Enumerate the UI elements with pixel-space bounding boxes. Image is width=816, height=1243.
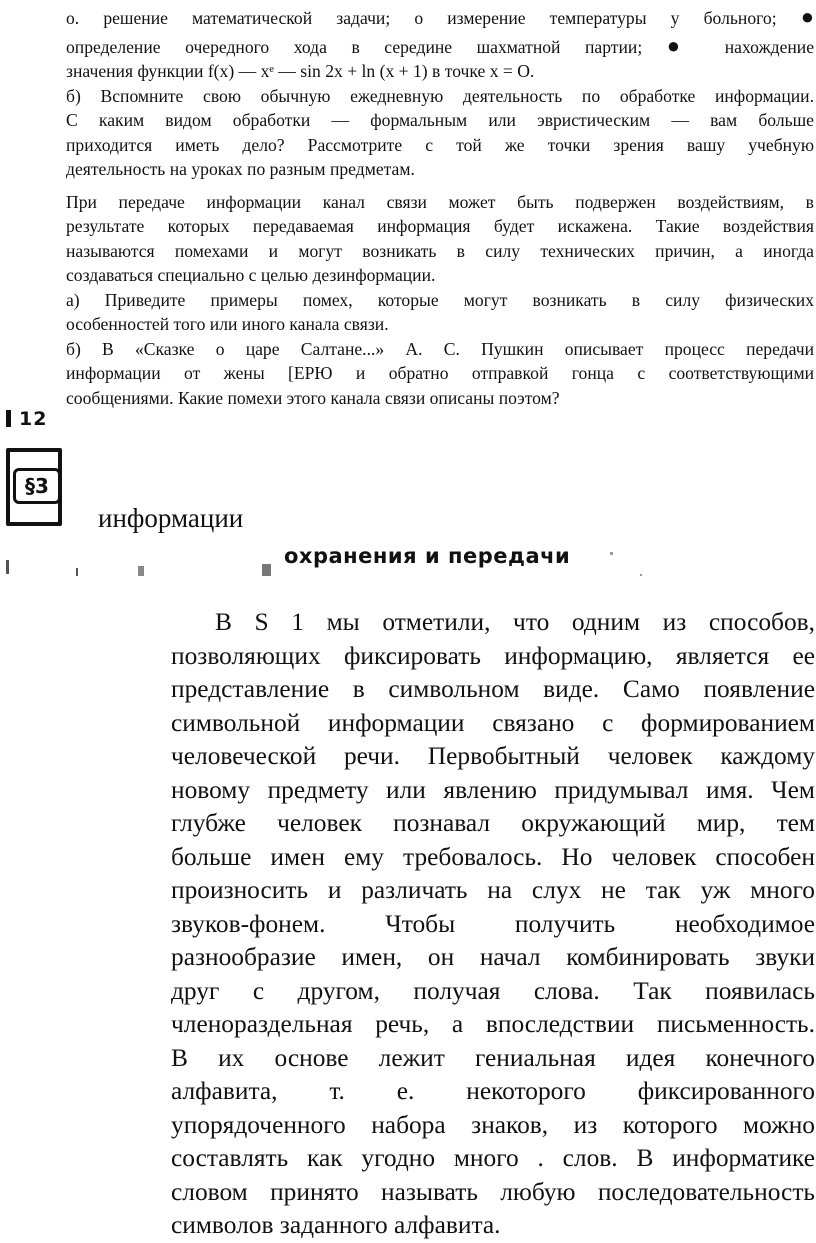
section-subtitle: охранения и передачи bbox=[284, 544, 571, 568]
text-line: информации от жены [ЕРЮ и обратно отправкой гонца с соответствующими bbox=[66, 363, 814, 383]
section-icon: §3 bbox=[13, 468, 61, 504]
text-line: б) Вспомните свою обычную ежедневную деятельность по обработке информации. bbox=[66, 85, 814, 106]
text-line: символов заданного алфавита. bbox=[171, 1211, 501, 1239]
text-line: новому предмету или явлению придумывал имя. Чем bbox=[171, 775, 815, 804]
text-line: составлять как угодно много . слов. В информатике bbox=[171, 1144, 815, 1172]
text-line: создаваться специально с целью дезинформации. bbox=[66, 265, 436, 285]
text-line: приходится иметь дело? Рассмотрите с той же точки зрения вашу учебную bbox=[66, 134, 814, 155]
bullet-icon: ● bbox=[666, 32, 701, 58]
text-line: разнообразие имен, он начал комбинировать звуки bbox=[171, 943, 815, 971]
scan-artifact bbox=[6, 560, 9, 574]
text-line: членораздельная речь, а впоследствии письменность. bbox=[171, 1010, 815, 1038]
scan-artifact bbox=[610, 552, 613, 555]
text-line: называются помехами и могут возникать в силу технических причин, а иногда bbox=[66, 240, 814, 261]
text-line: В их основе лежит гениальная идея конечного bbox=[171, 1043, 815, 1072]
text-line: б) В «Сказке о царе Салтане...» А. С. Пушкин описывает процесс передачи bbox=[66, 338, 814, 359]
text-line: символьной информации связано с формированием bbox=[171, 708, 815, 737]
text-line: результате которых передаваемая информация будет искажена. Такие воздействия bbox=[66, 216, 814, 236]
main-text bbox=[171, 606, 815, 1243]
text-line: о. решение математической задачи; о измерение температуры у больного; bbox=[66, 8, 777, 28]
text-line: больше имен ему требовалось. Но человек способен bbox=[171, 842, 815, 871]
text-line: представление в символьном виде. Само появление bbox=[171, 675, 815, 703]
text-line: звуков-фонем. Чтобы получить необходимое bbox=[171, 909, 815, 938]
scan-artifact bbox=[76, 568, 78, 576]
text-line: В S 1 мы отметили, что одним из способов, bbox=[215, 608, 815, 636]
text-line: нахождение bbox=[724, 36, 815, 57]
text-line: значения функции f(x) — xᵉ — sin 2x + ln (x + 1) в точке x = O. bbox=[66, 61, 535, 81]
section-title: информации bbox=[98, 503, 244, 533]
text-line: глубже человек познавал окружающий мир, тем bbox=[171, 809, 815, 837]
scan-artifact bbox=[262, 564, 271, 576]
text-line: человеческой речи. Первобытный человек каждому bbox=[171, 742, 815, 770]
text-line: деятельность на уроках по разным предметам. bbox=[66, 159, 415, 179]
text-line: определение очередного хода в середине шахматной партии; bbox=[66, 36, 643, 57]
text-line: друг с другом, получая слова. Так появилась bbox=[171, 976, 815, 1005]
page-number bbox=[6, 408, 47, 430]
text-line: особенностей того или иного канала связи. bbox=[66, 314, 389, 334]
text-line: При передаче информации канал связи может быть подвержен воздействиям, в bbox=[66, 191, 814, 212]
text-line: словом принято называть любую последовательность bbox=[171, 1177, 815, 1206]
text-line: упорядоченного набора знаков, из которого можно bbox=[171, 1110, 815, 1139]
text-line: а) Приведите примеры помех, которые могут возникать в силу физических bbox=[66, 289, 814, 310]
exercise-para-1 bbox=[66, 6, 814, 84]
exercise-para-3 bbox=[66, 190, 814, 411]
text-line: позволяющих фиксировать информацию, является ее bbox=[171, 641, 815, 670]
exercise-block bbox=[66, 6, 814, 410]
text-line: алфавита, т. е. некоторого фиксированного bbox=[171, 1077, 815, 1105]
scan-artifact bbox=[640, 574, 642, 576]
text-line: сообщениями. Какие помехи этого канала связи описаны поэтом? bbox=[66, 387, 560, 408]
text-line: С каким видом обработки — формальным или эвристическим — вам больше bbox=[66, 110, 814, 130]
page-number-value: 12 bbox=[19, 408, 48, 430]
text-line: произносить и различать на слух не так уж много bbox=[171, 876, 815, 904]
scan-artifact bbox=[138, 566, 144, 576]
section-badge bbox=[6, 448, 62, 526]
bullet-icon: ● bbox=[800, 4, 814, 29]
page-marker-icon bbox=[6, 410, 11, 427]
exercise-para-2 bbox=[66, 84, 814, 182]
